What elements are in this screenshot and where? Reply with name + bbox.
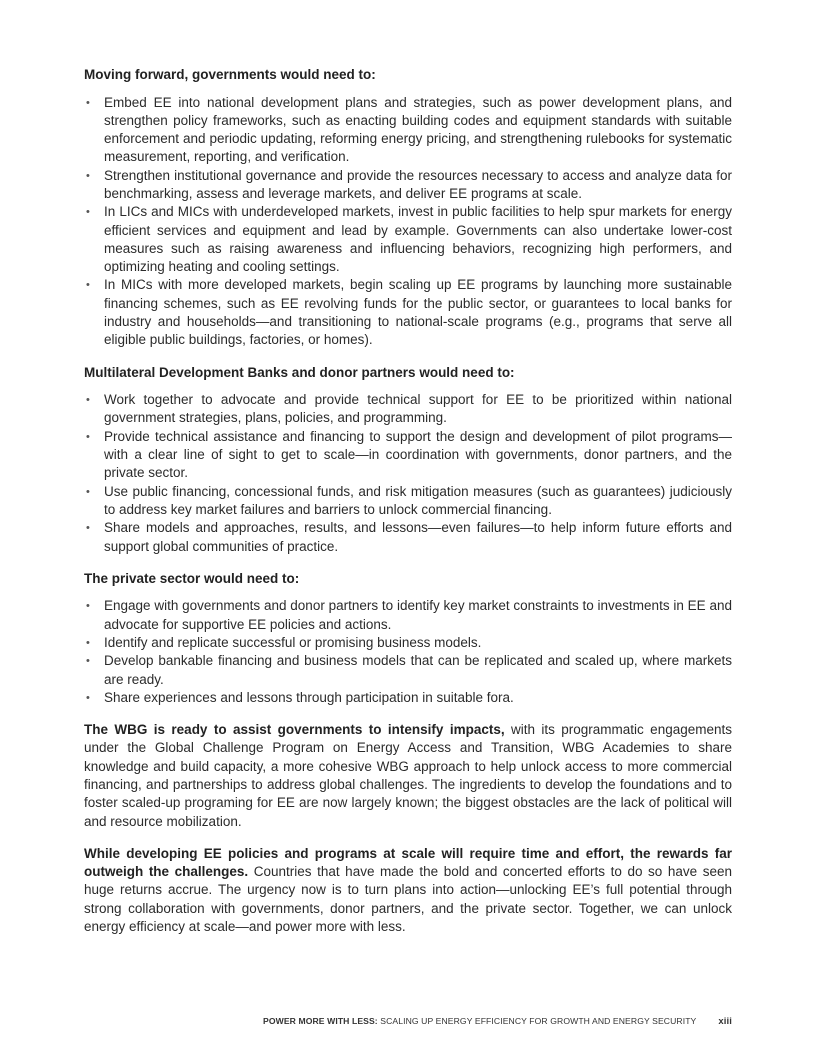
list-item bbox=[84, 203, 732, 276]
list-item-text: Engage with governments and donor partners to identify key market constraints to investments in EE and advocate for supportive EE policies and actions. bbox=[104, 598, 732, 632]
section-heading: Moving forward, governments would need to: bbox=[84, 67, 376, 82]
list-item-text: Provide technical assistance and financing to support the design and development of pilot programs—with a clear line of sight to get to scale—in coordination with governments, donor partners, and the private sector. bbox=[104, 428, 732, 481]
bullet-list bbox=[84, 391, 732, 556]
paragraph-body: with its programmatic engagements under the Global Challenge Program on Energy Access and Transition, WBG Academies to share knowledge and build capacity, a more cohesive WBG approach to help unlock access to more commercial financing, and partnerships to address global challenges. The ingredients to develop the foundations and to foster scaled-up programing for EE are now largely known; the biggest obstacles are the lack of political will and resource mobilization. bbox=[84, 722, 732, 829]
bullet-icon: • bbox=[86, 691, 90, 704]
list-item bbox=[84, 94, 732, 167]
list-item bbox=[84, 597, 732, 634]
list-item bbox=[84, 634, 732, 652]
footer-title: SCALING UP ENERGY EFFICIENCY FOR GROWTH AND ENERGY SECURITY bbox=[377, 1016, 697, 1026]
paragraph-lead: While developing EE policies and programs at scale will require time and effort, the rewards far outweigh the challenges. bbox=[84, 845, 732, 880]
list-item bbox=[84, 391, 732, 428]
section-mdbs bbox=[84, 364, 732, 556]
section-private-sector bbox=[84, 570, 732, 707]
list-item bbox=[84, 519, 732, 556]
bullet-list bbox=[84, 597, 732, 707]
list-item bbox=[84, 276, 732, 349]
paragraph-wbg bbox=[84, 721, 732, 831]
bullet-icon: • bbox=[86, 206, 90, 219]
bullet-icon: • bbox=[86, 394, 90, 407]
list-item bbox=[84, 689, 732, 707]
list-item-text: Develop bankable financing and business models that can be replicated and scaled up, where markets are ready. bbox=[104, 653, 732, 687]
bullet-icon: • bbox=[86, 655, 90, 668]
list-item-text: Use public financing, concessional funds, and risk mitigation measures (such as guarantees) judiciously to address key market failures and barriers to unlock commercial financing. bbox=[104, 483, 732, 517]
paragraph-lead: The WBG is ready to assist governments to intensify impacts, bbox=[84, 722, 505, 738]
section-heading: Multilateral Development Banks and donor partners would need to: bbox=[84, 364, 515, 380]
list-item-text: Share experiences and lessons through participation in suitable fora. bbox=[104, 689, 514, 705]
list-item bbox=[84, 483, 732, 520]
bullet-icon: • bbox=[86, 522, 90, 535]
bullet-icon: • bbox=[86, 96, 90, 109]
paragraph-conclusion bbox=[84, 845, 732, 936]
paragraph-body: Countries that have made the bold and concerted efforts to do so have seen huge returns accrue. The urgency now is to turn plans into action—unlocking EE’s full potential through strong collaboration with governments, donor partners, and the private sector. Together, we can unlock energy efficiency at scale—and power more with less. bbox=[84, 864, 732, 935]
bullet-icon: • bbox=[86, 430, 90, 443]
list-item bbox=[84, 428, 732, 483]
list-item-text: In MICs with more developed markets, begin scaling up EE programs by launching more sustainable financing schemes, such as EE revolving funds for the public sector, or guarantees to local banks for industry and households—and transitioning to national-scale programs (e.g., programs that serve all eligible public buildings, factories, or homes). bbox=[104, 277, 732, 348]
list-item-text: Share models and approaches, results, and lessons—even failures—to help inform future efforts and support global communities of practice. bbox=[104, 520, 732, 554]
bullet-icon: • bbox=[86, 485, 90, 498]
bullet-list bbox=[84, 94, 732, 350]
list-item-text: Embed EE into national development plans and strategies, such as power development plans, and strengthen policy frameworks, such as enacting building codes and equipment standards with suitable enforcement and periodic updating, reforming energy pricing, and strengthening rulebooks for systematic measurement, reporting, and verification. bbox=[104, 94, 732, 165]
bullet-icon: • bbox=[86, 169, 90, 182]
list-item-text: Identify and replicate successful or promising business models. bbox=[104, 634, 482, 650]
bullet-icon: • bbox=[86, 636, 90, 649]
bullet-icon: • bbox=[86, 600, 90, 613]
list-item bbox=[84, 652, 732, 689]
section-governments bbox=[84, 66, 732, 350]
footer-title-bold: POWER MORE WITH LESS: bbox=[263, 1016, 378, 1026]
list-item bbox=[84, 167, 732, 204]
bullet-icon: • bbox=[86, 279, 90, 292]
list-item-text: In LICs and MICs with underdeveloped markets, invest in public facilities to help spur markets for energy efficient services and equipment and lead by example. Governments can also undertake lower-cost measures such as raising awareness and influencing behaviors, recognizing high performers, and optimizing heating and cooling settings. bbox=[104, 204, 732, 275]
page-footer bbox=[263, 1016, 732, 1027]
page-body bbox=[84, 66, 732, 950]
page-number: xiii bbox=[718, 1016, 732, 1027]
section-heading: The private sector would need to: bbox=[84, 570, 300, 586]
list-item-text: Work together to advocate and provide technical support for EE to be prioritized within national government strategies, plans, policies, and programming. bbox=[104, 392, 732, 426]
list-item-text: Strengthen institutional governance and provide the resources necessary to access and analyze data for benchmarking, assess and leverage markets, and deliver EE programs at scale. bbox=[104, 167, 732, 201]
